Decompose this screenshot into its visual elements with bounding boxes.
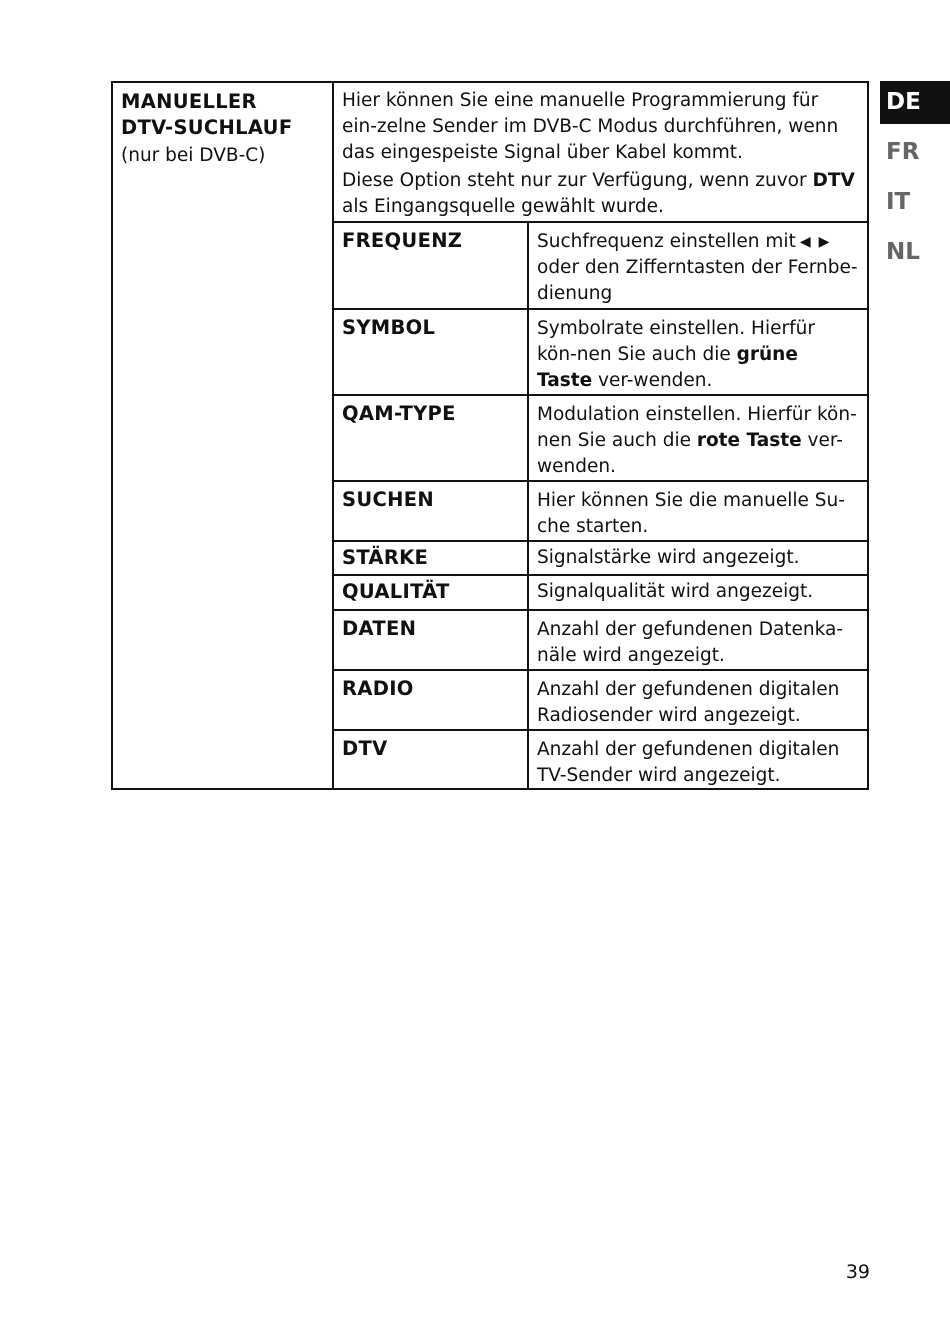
row-label: STÄRKE (334, 542, 529, 574)
language-tab-fr: FR (886, 139, 920, 165)
arrow-right-icon: ▶ (818, 234, 830, 250)
arrow-left-icon: ◀ (799, 234, 811, 250)
language-tab-it: IT (886, 189, 911, 215)
table-row (334, 731, 867, 788)
row-label: RADIO (334, 671, 529, 729)
row-label: QUALITÄT (334, 576, 529, 609)
page-number: 39 (845, 1261, 870, 1283)
intro-paragraph-1: Hier können Sie eine manuelle Programmierung für ein-zelne Sender im DVB-C Modus durchführen, wenn das eingespeiste Signal über Kabel kommt. (342, 90, 839, 163)
language-tab-nl: NL (886, 239, 920, 265)
table-row (334, 310, 867, 396)
row-label: SUCHEN (334, 482, 529, 540)
row-label: SYMBOL (334, 310, 529, 394)
intro-cell (334, 83, 867, 223)
row-description: Hier können Sie die manuelle Su-che starten. (537, 490, 845, 537)
table-row (334, 223, 867, 310)
intro-bold: DTV (812, 170, 855, 191)
table-row (334, 611, 867, 671)
row-description: Suchfrequenz einstellen mit ◀ ▶ oder den Zifferntasten der Fernbe-dienung (537, 231, 858, 304)
settings-table (111, 81, 869, 790)
row-label: DATEN (334, 611, 529, 669)
section-title-line2: DTV-SUCHLAUF (121, 116, 293, 139)
row-description: Signalqualität wird angezeigt. (537, 581, 814, 602)
language-tabs (880, 81, 950, 281)
table-row (334, 576, 867, 611)
table-row (334, 482, 867, 542)
language-tab-de: DE (880, 81, 950, 124)
row-description: Anzahl der gefundenen Datenka-näle wird angezeigt. (537, 619, 844, 666)
row-description: Symbolrate einstellen. Hierfür kön-nen Sie auch die grüne Taste ver-wenden. (537, 318, 815, 391)
row-label: FREQUENZ (334, 223, 529, 308)
row-description: Modulation einstellen. Hierfür kön-nen Sie auch die rote Taste ver-wenden. (537, 404, 857, 477)
section-title-line1: MANUELLER (121, 90, 257, 113)
section-header-cell (113, 83, 334, 788)
table-row (334, 671, 867, 731)
table-row (334, 542, 867, 576)
intro-text: Diese Option steht nur zur Verfügung, wenn zuvor (342, 170, 813, 191)
row-description: Anzahl der gefundenen digitalen Radiosender wird angezeigt. (537, 679, 840, 726)
row-description: Anzahl der gefundenen digitalen TV-Sender wird angezeigt. (537, 739, 840, 786)
intro-text: als Eingangsquelle gewählt wurde. (342, 196, 664, 217)
table-row (334, 396, 867, 482)
section-note: (nur bei DVB-C) (121, 145, 266, 166)
section-content (334, 83, 867, 788)
row-label: QAM-TYPE (334, 396, 529, 480)
row-description: Signalstärke wird angezeigt. (537, 547, 800, 568)
row-label: DTV (334, 731, 529, 788)
intro-paragraph-2 (342, 168, 857, 220)
